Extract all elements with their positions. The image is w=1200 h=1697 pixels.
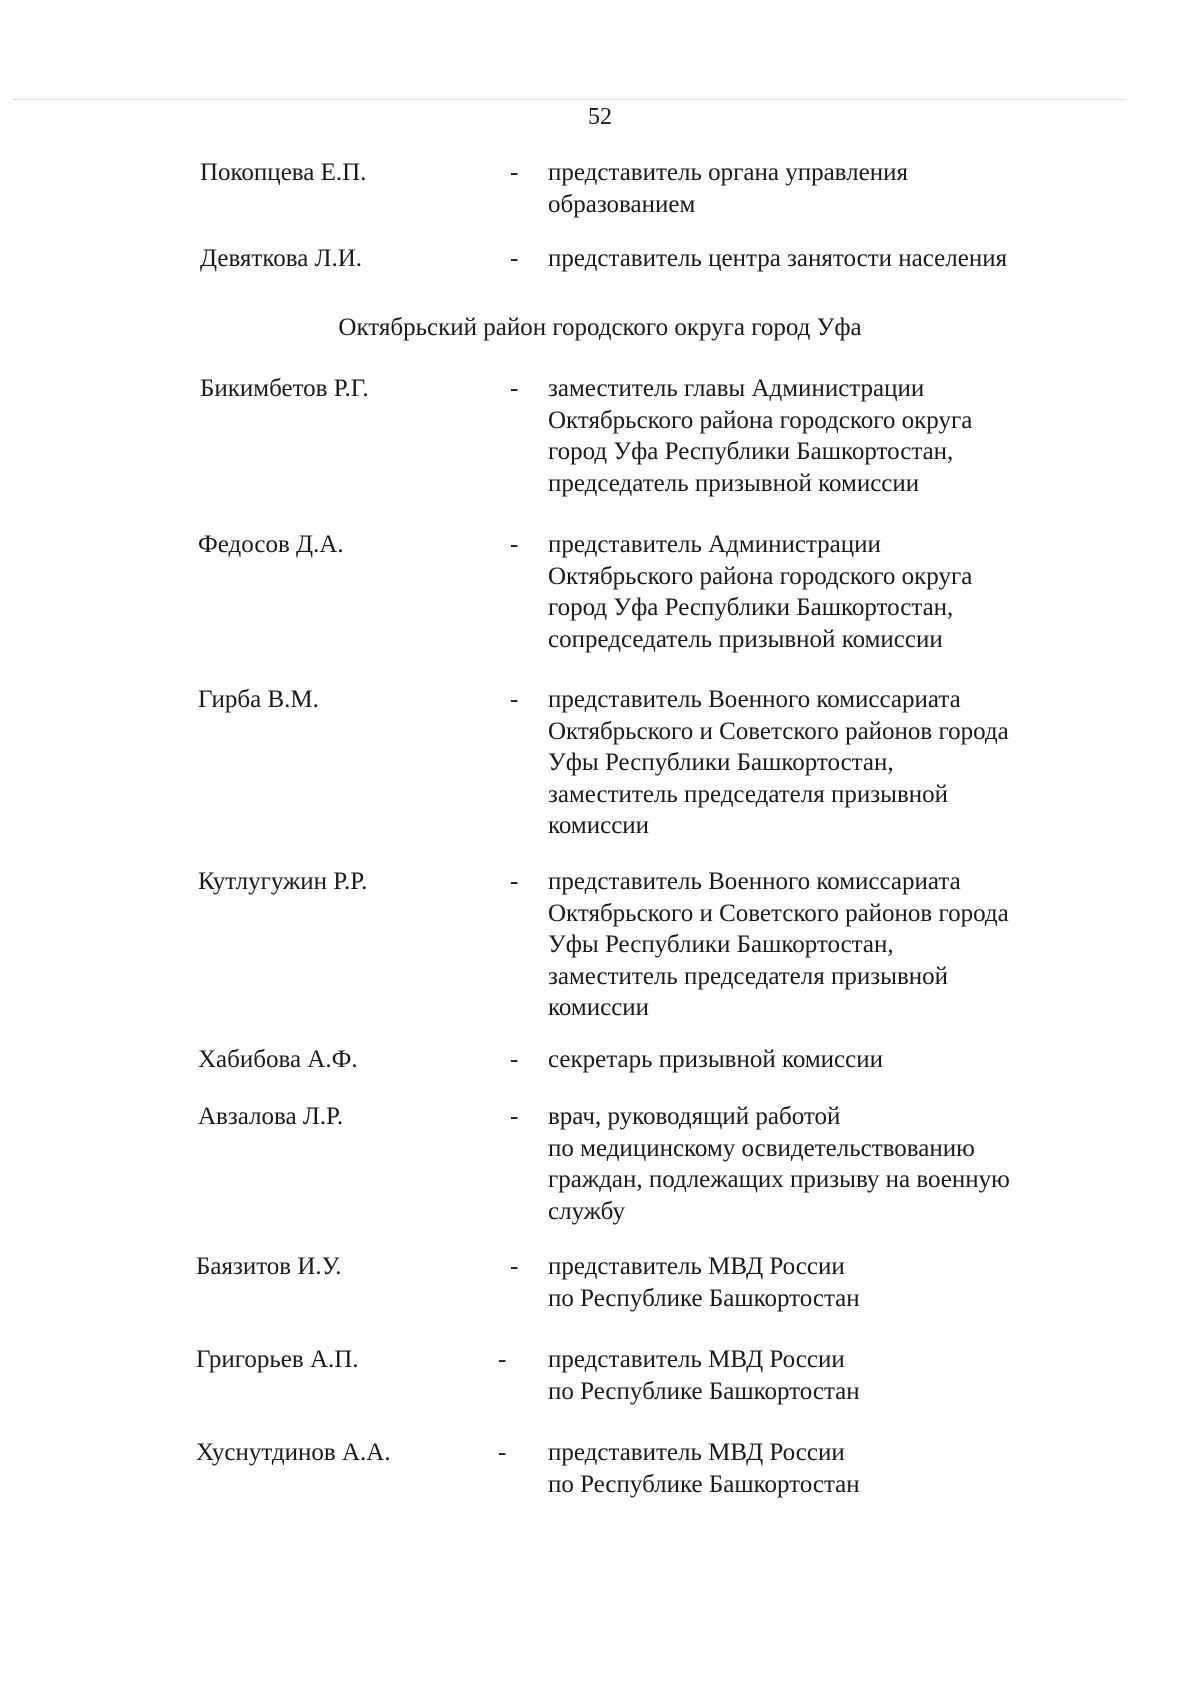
section-title: Октябрьский район городского округа город Уфа: [338, 314, 862, 341]
entry-dash: -: [510, 1253, 519, 1280]
entry-dash: -: [510, 531, 519, 558]
role-line: заместитель председателя призывной: [548, 780, 948, 808]
role-line: заместитель председателя призывной: [548, 962, 948, 990]
role-line: заместитель главы Администрации: [548, 375, 925, 402]
role-line: представитель МВД России: [548, 1253, 845, 1280]
member-name: Бикимбетов Р.Г.: [200, 375, 369, 402]
role-line: Уфы Республики Башкортостан,: [548, 931, 894, 958]
role-line: граждан, подлежащих призыву на военную: [548, 1166, 1010, 1193]
role-line: Уфы Республики Башкортостан,: [548, 749, 894, 776]
member-name: Покопцева Е.П.: [200, 159, 367, 186]
entry-dash: -: [510, 245, 519, 272]
role-line: город Уфа Республики Башкортостан,: [548, 594, 954, 621]
role-line: город Уфа Республики Башкортостан,: [548, 438, 954, 465]
entry-dash: -: [510, 686, 519, 713]
role-line: представитель МВД России: [548, 1346, 845, 1373]
member-name: Кутлугужин Р.Р.: [198, 868, 368, 895]
scan-artifact-line: [14, 99, 1124, 100]
member-role: [548, 373, 1108, 499]
member-role: [548, 157, 1108, 220]
member-name: Хабибова А.Ф.: [198, 1046, 358, 1073]
member-name: Девяткова Л.И.: [200, 245, 363, 272]
role-line: представитель Администрации: [548, 531, 881, 558]
role-line: образованием: [548, 190, 696, 218]
role-line: представитель органа управления: [548, 159, 908, 186]
role-line: представитель центра занятости населения: [548, 245, 1008, 272]
role-line: комиссии: [548, 812, 650, 839]
role-line: врач, руководящий работой: [548, 1103, 841, 1130]
role-line: службу: [548, 1197, 625, 1225]
entry-dash: -: [510, 1046, 519, 1073]
entry-dash: -: [510, 868, 519, 895]
role-line: представитель Военного комиссариата: [548, 686, 961, 713]
role-line: сопредседатель призывной комиссии: [548, 625, 943, 653]
member-role: [548, 866, 1108, 1024]
member-role: [548, 529, 1108, 655]
role-line: по медицинскому освидетельствованию: [548, 1134, 975, 1162]
member-role: [548, 1344, 1108, 1407]
member-role: [548, 1044, 1108, 1076]
role-line: Октябрьского и Советского районов города: [548, 717, 1009, 745]
page-number: 52: [588, 104, 612, 130]
member-name: Федосов Д.А.: [198, 531, 344, 558]
member-name: Хуснутдинов А.А.: [196, 1439, 391, 1466]
role-line: представитель Военного комиссариата: [548, 868, 961, 895]
entry-dash: -: [498, 1346, 507, 1373]
member-name: Баязитов И.У.: [196, 1253, 342, 1280]
member-role: [548, 684, 1108, 842]
member-role: [548, 1101, 1108, 1227]
role-line: комиссии: [548, 994, 650, 1021]
member-role: [548, 1437, 1108, 1500]
entry-dash: -: [510, 1103, 519, 1130]
entry-dash: -: [510, 159, 519, 186]
entry-dash: -: [510, 375, 519, 402]
role-line: секретарь призывной комиссии: [548, 1046, 884, 1073]
entry-dash: -: [498, 1439, 507, 1466]
role-line: представитель МВД России: [548, 1439, 845, 1466]
role-line: по Республике Башкортостан: [548, 1377, 860, 1405]
role-line: Октябрьского района городского округа: [548, 406, 973, 434]
member-role: [548, 1251, 1108, 1314]
role-line: по Республике Башкортостан: [548, 1470, 860, 1498]
role-line: Октябрьского и Советского районов города: [548, 899, 1009, 927]
member-role: [548, 243, 1108, 275]
role-line: по Республике Башкортостан: [548, 1284, 860, 1312]
member-name: Авзалова Л.Р.: [198, 1103, 344, 1130]
member-name: Гирба В.М.: [198, 686, 319, 713]
member-name: Григорьев А.П.: [196, 1346, 359, 1373]
role-line: Октябрьского района городского округа: [548, 562, 973, 590]
role-line: председатель призывной комиссии: [548, 469, 920, 497]
